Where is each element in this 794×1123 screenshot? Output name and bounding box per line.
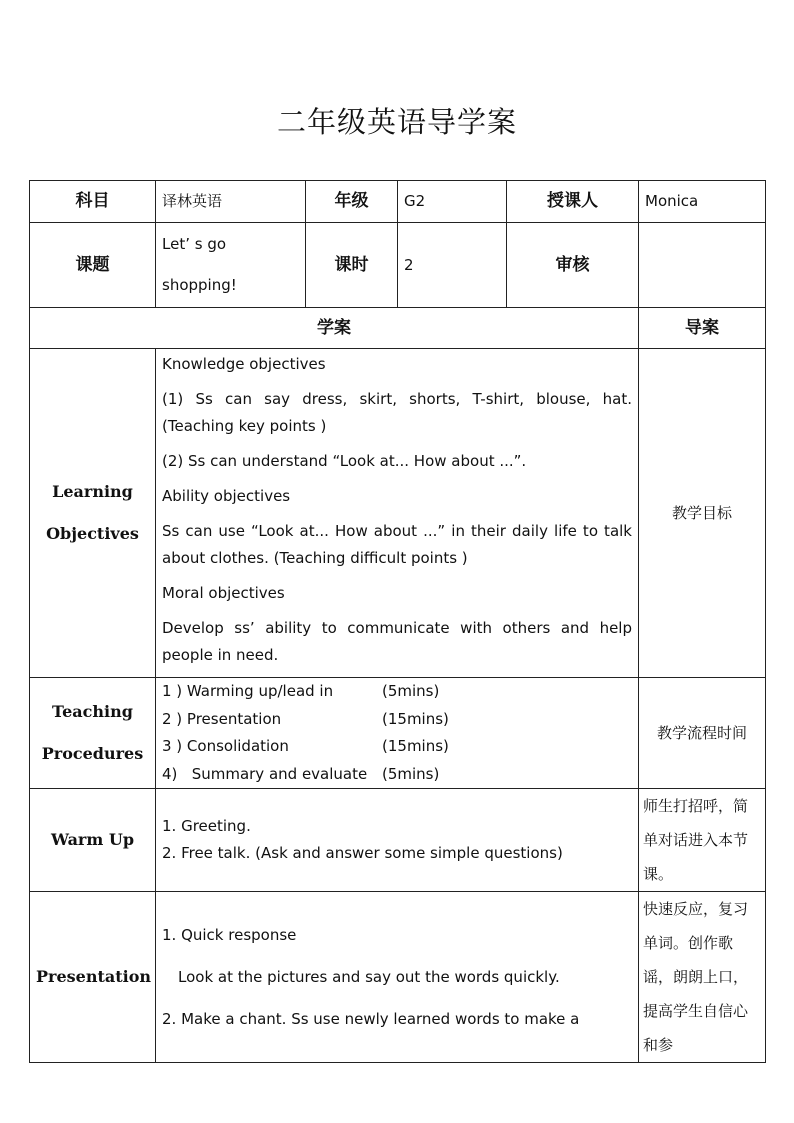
- teaching-procedures-label: [30, 678, 156, 789]
- procedures-guide: 教学流程时间: [639, 678, 766, 789]
- topic-label: 课题: [30, 223, 156, 308]
- learning-label-line-2: Objectives: [46, 524, 139, 543]
- moral-heading: Moral objectives: [162, 584, 285, 602]
- section-header-row: [30, 308, 766, 349]
- presentation-line: 2. Make a chant. Ss use newly learned words to make a: [162, 1010, 580, 1028]
- warm-up-item: 1. Greeting.: [162, 817, 251, 835]
- presentation-label: Presentation: [30, 892, 156, 1063]
- teaching-procedures-content: [156, 678, 639, 789]
- teacher-value: Monica: [639, 181, 766, 223]
- period-label: 课时: [306, 223, 398, 308]
- procedure-step: [162, 678, 632, 706]
- procedure-step-name: 1 ) Warming up/lead in: [162, 682, 334, 700]
- procedure-step-time: (15mins): [382, 737, 449, 755]
- topic-value: [156, 223, 306, 308]
- page-title: 二年级英语导学案: [276, 105, 517, 139]
- procedure-step: [162, 706, 632, 734]
- topic-line-2: shopping!: [162, 276, 237, 294]
- learning-objectives-label: [30, 349, 156, 678]
- knowledge-item-2: (2) Ss can understand “Look at... How about ...”.: [162, 452, 527, 470]
- ability-heading: Ability objectives: [162, 487, 291, 505]
- warm-up-guide: 师生打招呼，简单对话进入本节课。: [639, 789, 766, 892]
- period-value: 2: [398, 223, 507, 308]
- learning-objectives-content: [156, 349, 639, 678]
- procedures-label-line-1: Teaching: [52, 702, 133, 721]
- guide-plan-header: 导案: [639, 308, 766, 349]
- warm-up-row: [30, 789, 766, 892]
- warm-up-item: 2. Free talk. (Ask and answer some simple questions): [162, 844, 563, 862]
- grade-label: 年级: [306, 181, 398, 223]
- presentation-content: [156, 892, 639, 1063]
- study-plan-header: 学案: [30, 308, 639, 349]
- moral-item: Develop ss’ ability to communicate with others and help people in need.: [162, 619, 632, 664]
- subject-label: 科目: [30, 181, 156, 223]
- topic-line-1: Let’ s go: [162, 235, 227, 253]
- warm-up-label: Warm Up: [30, 789, 156, 892]
- lesson-plan-table: [29, 180, 766, 1063]
- learning-label-line-1: Learning: [52, 482, 133, 501]
- presentation-row: [30, 892, 766, 1063]
- info-row-1: [30, 181, 766, 223]
- knowledge-item-1: (1) Ss can say dress, skirt, shorts, T-shirt, blouse, hat. (Teaching key points ): [162, 390, 632, 435]
- teaching-procedures-row: [30, 678, 766, 789]
- presentation-guide: 快速反应，复习单词。创作歌谣，朗朗上口，提高学生自信心和参: [639, 892, 766, 1063]
- procedure-step: [162, 761, 632, 789]
- learning-objectives-row: [30, 349, 766, 678]
- procedure-step-time: (15mins): [382, 709, 449, 728]
- subject-value: 译林英语: [156, 181, 306, 223]
- learning-guide: 教学目标: [639, 349, 766, 678]
- ability-item: Ss can use “Look at... How about ...” in their daily life to talk about clothes. (Teaching difficult points ): [162, 522, 632, 567]
- teacher-label: 授课人: [507, 181, 639, 223]
- presentation-line: Look at the pictures and say out the words quickly.: [178, 968, 560, 986]
- knowledge-heading: Knowledge objectives: [162, 355, 326, 373]
- procedure-step-name: 2 ) Presentation: [162, 709, 282, 728]
- procedures-label-line-2: Procedures: [41, 744, 144, 763]
- presentation-line: 1. Quick response: [162, 926, 297, 944]
- procedure-step-name: 4) Summary and evaluate: [162, 764, 368, 783]
- review-value: [639, 223, 766, 308]
- grade-value: G2: [398, 181, 507, 223]
- review-label: 审核: [507, 223, 639, 308]
- warm-up-content: [156, 789, 639, 892]
- info-row-2: [30, 223, 766, 308]
- procedure-step-time: (5mins): [382, 764, 440, 783]
- procedure-step: [162, 733, 632, 761]
- procedure-step-time: (5mins): [382, 682, 440, 700]
- procedure-step-name: 3 ) Consolidation: [162, 737, 289, 755]
